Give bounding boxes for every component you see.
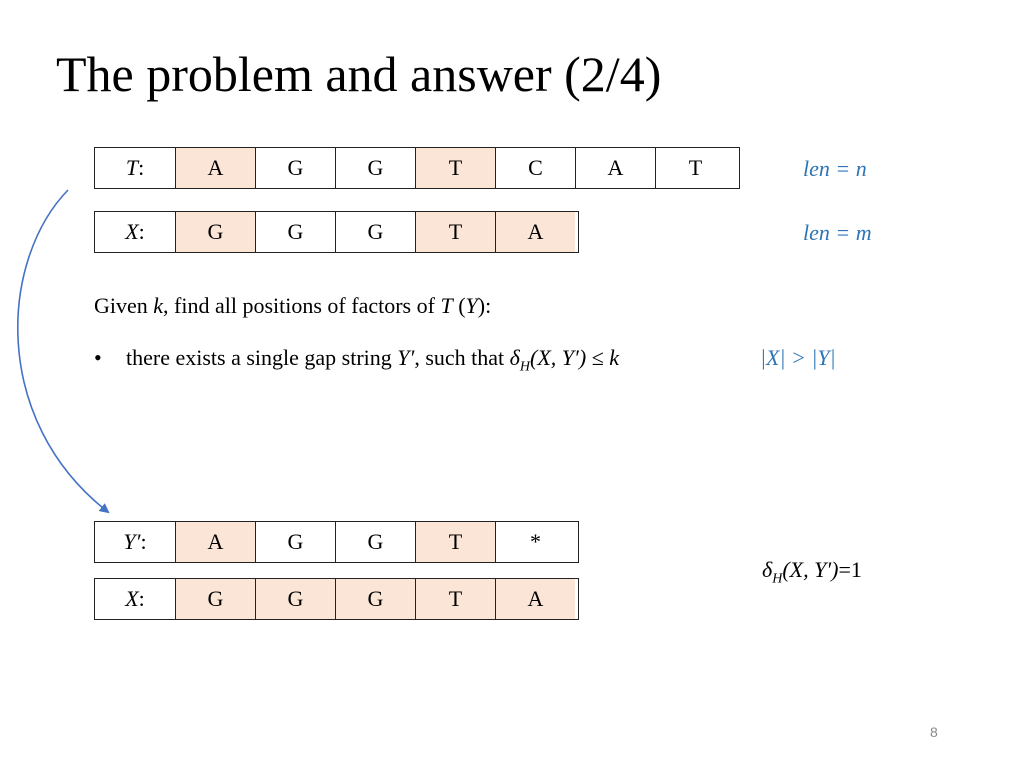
x-cell: G <box>255 212 335 252</box>
row-label-symbol: X <box>125 219 139 244</box>
bullet-yprime: Y′ <box>397 345 415 370</box>
bullet-symbol: • <box>94 345 102 370</box>
given-text: ( <box>452 293 466 318</box>
given-k: k <box>153 293 164 318</box>
given-text: ): <box>477 293 492 318</box>
x-cell: G <box>175 212 255 252</box>
x-cell: G <box>255 579 335 619</box>
bullet-delta-sub: H <box>519 359 531 375</box>
bullet-text: , such that <box>414 345 510 370</box>
given-text: Given <box>94 293 154 318</box>
len-n-annotation: len = n <box>803 156 867 181</box>
bullet-args: (X, Y′) ≤ k <box>530 345 620 370</box>
yprime-cell: T <box>415 522 495 562</box>
yprime-cell: G <box>335 522 415 562</box>
x-cell: G <box>175 579 255 619</box>
row-x-bottom <box>94 578 579 620</box>
row-label-x <box>95 579 175 619</box>
given-y: Y <box>465 293 478 318</box>
t-cell: C <box>495 148 575 188</box>
x-cell: A <box>495 212 575 252</box>
len-m-annotation: len = m <box>803 220 872 245</box>
distance-result <box>762 557 862 587</box>
t-cell: T <box>415 148 495 188</box>
yprime-cell: A <box>175 522 255 562</box>
row-yprime <box>94 521 579 563</box>
bullet-text: there exists a single gap string <box>126 345 398 370</box>
row-label-symbol: X <box>125 586 139 611</box>
bullet-delta: δ <box>509 345 520 370</box>
slide-title: The problem and answer (2/4) <box>56 46 662 102</box>
x-cell: A <box>495 579 575 619</box>
t-cell: A <box>175 148 255 188</box>
given-t: T <box>440 293 453 318</box>
row-label-yprime <box>95 522 175 562</box>
given-text: , find all positions of factors of <box>163 293 441 318</box>
x-cell: G <box>335 579 415 619</box>
row-label-colon: : <box>138 155 145 180</box>
row-label-symbol: T <box>125 155 139 180</box>
t-cell: G <box>255 148 335 188</box>
arrow-path <box>18 190 108 512</box>
page-number: 8 <box>930 724 938 740</box>
delta-value: =1 <box>838 557 862 582</box>
t-cell: T <box>655 148 735 188</box>
x-cell: T <box>415 212 495 252</box>
length-comparison: |X| > |Y| <box>760 345 836 370</box>
t-cell: G <box>335 148 415 188</box>
yprime-cell: * <box>495 522 575 562</box>
t-cell: A <box>575 148 655 188</box>
delta-args: (X, Y′) <box>782 557 839 582</box>
row-label-symbol: Y′ <box>123 529 141 554</box>
x-cell: T <box>415 579 495 619</box>
x-cell: G <box>335 212 415 252</box>
row-label-colon: : <box>138 586 145 611</box>
delta-symbol: δ <box>762 557 773 582</box>
yprime-cell: G <box>255 522 335 562</box>
delta-sub: H <box>772 571 783 587</box>
row-label-colon: : <box>138 219 145 244</box>
row-label-colon: : <box>140 529 147 554</box>
